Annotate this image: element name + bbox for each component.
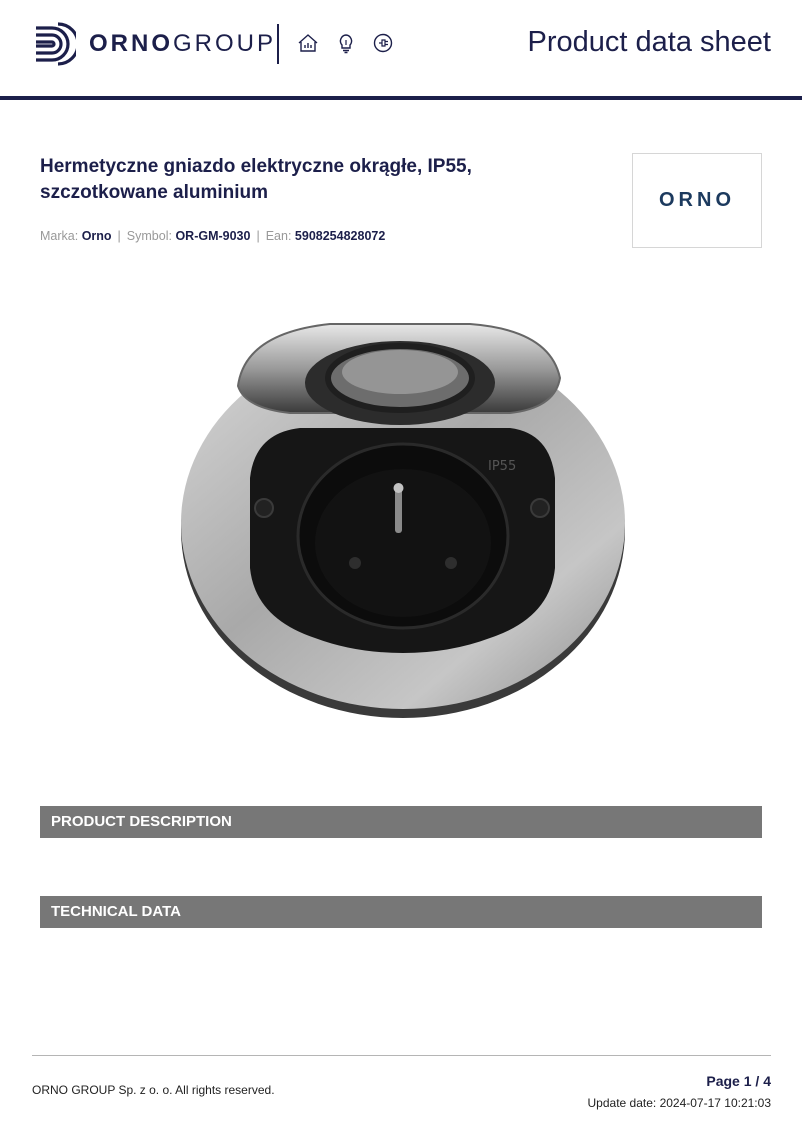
smart-home-icon [297,32,319,54]
symbol-label: Symbol: [126,229,172,243]
brand-label: Marka: [40,229,79,243]
ip55-marking: IP55 [488,459,517,474]
logo-bold-text: ORNO [89,30,173,57]
header-rule [0,96,802,100]
product-title: Hermetyczne gniazdo elektryczne okrągłe, IP55, szczotkowane aluminium [40,156,472,203]
power-plug-icon [372,32,394,54]
product-meta [40,229,385,243]
ean-label: Ean: [265,229,292,243]
orno-logo-icon [32,22,76,66]
page-current: 1 [743,1073,752,1089]
copyright-text: ORNO GROUP Sp. z o. o. All rights reserved. [32,1083,275,1097]
lid-highlight [342,350,458,394]
socket-hole-left [349,557,361,569]
logo-light-text: GROUP [173,30,277,57]
page-header [0,0,802,100]
update-date [588,1096,772,1110]
mount-screw-left [255,499,273,517]
meta-separator: | [256,229,260,243]
earth-pin-tip [394,483,404,493]
update-value: 2024-07-17 10:21:03 [659,1096,771,1110]
earth-pin [395,488,402,533]
update-label: Update date: [587,1096,657,1110]
page-label: Page [706,1073,740,1089]
product-image [150,268,656,778]
footer-rule [32,1055,771,1056]
company-logo-text [89,30,276,58]
brand-value: Orno [81,229,112,243]
brand-logo-text: ORNO [659,189,735,211]
ean-value: 5908254828072 [294,229,386,243]
meta-separator: | [117,229,121,243]
symbol-value: OR-GM-9030 [175,229,251,243]
mount-screw-right [531,499,549,517]
lightbulb-icon [335,32,357,54]
brand-logo-box [632,153,762,248]
document-title: Product data sheet [527,26,771,58]
technical-data-header: TECHNICAL DATA [40,896,762,928]
socket-inner [315,469,491,617]
socket-hole-right [445,557,457,569]
page-total: 4 [763,1073,771,1089]
page-number: Page 1 / 4 [706,1073,771,1089]
product-description-header: PRODUCT DESCRIPTION [40,806,762,838]
header-divider [277,24,279,64]
